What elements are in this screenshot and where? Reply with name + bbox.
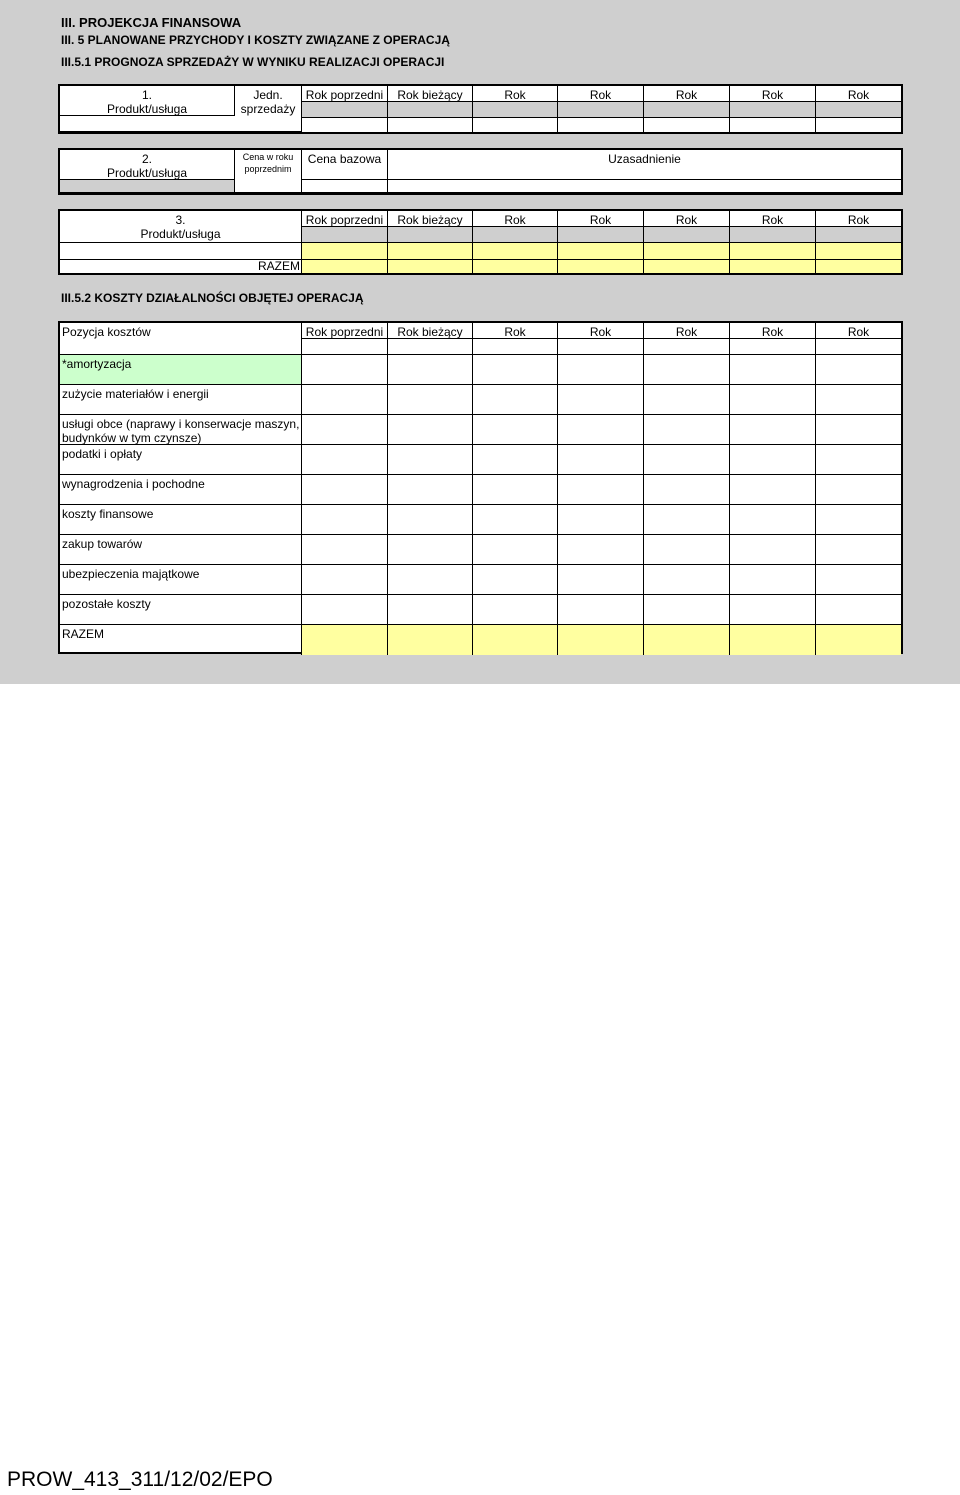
- year-subcell: [644, 227, 730, 243]
- cost-value-input[interactable]: [730, 415, 816, 445]
- cost-value-input[interactable]: [473, 595, 558, 625]
- year-header-6: Rok: [730, 323, 816, 339]
- cost-value-input[interactable]: [644, 355, 730, 385]
- year-subcell: [473, 227, 558, 243]
- product-label-2: 2. Produkt/usługa: [60, 150, 235, 180]
- cost-value-input[interactable]: [730, 445, 816, 475]
- year-header-3: Rok: [473, 211, 558, 227]
- cost-value-input[interactable]: [473, 415, 558, 445]
- sales-volume-input[interactable]: [816, 118, 901, 132]
- cost-row-label: *amortyzacja: [60, 355, 302, 385]
- sales-unit-label: Jedn. sprzedaży: [235, 86, 302, 116]
- cost-value-input[interactable]: [730, 355, 816, 385]
- year-subcell: [558, 339, 644, 355]
- cost-total-label: RAZEM: [60, 625, 302, 655]
- sales-volume-input[interactable]: [558, 118, 644, 132]
- sales-total-cell: [730, 260, 816, 273]
- cost-row-label: koszty finansowe: [60, 505, 302, 535]
- cost-value-input[interactable]: [816, 385, 901, 415]
- cost-value-input[interactable]: [302, 475, 388, 505]
- sales-value-input[interactable]: [730, 243, 816, 260]
- subsection-title: III. 5 PLANOWANE PRZYCHODY I KOSZTY ZWIĄZANE Z OPERACJĄ: [61, 33, 450, 47]
- base-price-label: Cena bazowa: [302, 150, 388, 180]
- cost-total-cell: [730, 625, 816, 655]
- year-header-2: Rok bieżący: [388, 211, 473, 227]
- base-price-input[interactable]: [302, 180, 388, 193]
- year-subcell: [730, 102, 816, 118]
- year-header-3: Rok: [473, 86, 558, 102]
- cost-value-input[interactable]: [558, 355, 644, 385]
- cost-value-input[interactable]: [816, 595, 901, 625]
- cost-value-input[interactable]: [302, 535, 388, 565]
- cost-value-input[interactable]: [302, 415, 388, 445]
- cost-value-input[interactable]: [388, 595, 473, 625]
- year-subcell: [816, 102, 901, 118]
- cost-value-input[interactable]: [558, 565, 644, 595]
- cost-value-input[interactable]: [388, 355, 473, 385]
- product-input-3[interactable]: [60, 243, 302, 260]
- cost-value-input[interactable]: [388, 565, 473, 595]
- sales-price-table: [58, 148, 903, 195]
- justification-input[interactable]: [388, 180, 901, 193]
- year-header-3: Rok: [473, 323, 558, 339]
- operating-costs-table: [58, 321, 903, 654]
- cost-value-input[interactable]: [473, 505, 558, 535]
- year-subcell: [558, 227, 644, 243]
- cost-value-input[interactable]: [558, 445, 644, 475]
- year-subcell: [388, 227, 473, 243]
- cost-total-cell: [558, 625, 644, 655]
- cost-value-input[interactable]: [558, 535, 644, 565]
- cost-value-input[interactable]: [302, 445, 388, 475]
- sales-value-input[interactable]: [816, 243, 901, 260]
- sales-value-input[interactable]: [558, 243, 644, 260]
- sales-volume-input[interactable]: [730, 118, 816, 132]
- sales-value-input[interactable]: [644, 243, 730, 260]
- product-input-1[interactable]: [60, 116, 302, 132]
- total-label-cell: [60, 260, 302, 273]
- cost-value-input[interactable]: [644, 535, 730, 565]
- sales-total-cell: [558, 260, 644, 273]
- year-header-1: Rok poprzedni: [302, 86, 388, 102]
- sales-total-cell: [816, 260, 901, 273]
- year-header-5: Rok: [644, 323, 730, 339]
- cost-value-input[interactable]: [730, 535, 816, 565]
- cost-value-input[interactable]: [558, 475, 644, 505]
- cost-value-input[interactable]: [558, 385, 644, 415]
- cost-value-input[interactable]: [816, 565, 901, 595]
- year-subcell: [730, 227, 816, 243]
- year-subcell: [644, 339, 730, 355]
- year-header-7: Rok: [816, 323, 901, 339]
- year-subcell: [302, 227, 388, 243]
- cost-value-input[interactable]: [816, 415, 901, 445]
- cost-value-input[interactable]: [558, 595, 644, 625]
- sales-volume-input[interactable]: [302, 118, 388, 132]
- sales-value-input[interactable]: [388, 243, 473, 260]
- cost-value-input[interactable]: [388, 535, 473, 565]
- section-title: III. PROJEKCJA FINANSOWA: [61, 15, 242, 30]
- cost-value-input[interactable]: [644, 595, 730, 625]
- year-header-2: Rok bieżący: [388, 86, 473, 102]
- cost-value-input[interactable]: [644, 445, 730, 475]
- cost-row-label: wynagrodzenia i pochodne: [60, 475, 302, 505]
- year-subcell: [473, 339, 558, 355]
- cost-value-input[interactable]: [816, 445, 901, 475]
- sales-forecast-table-1: [58, 84, 903, 134]
- cost-value-input[interactable]: [558, 505, 644, 535]
- sales-volume-input[interactable]: [473, 118, 558, 132]
- cost-value-input[interactable]: [473, 535, 558, 565]
- cost-row-label: zakup towarów: [60, 535, 302, 565]
- cost-value-input[interactable]: [388, 445, 473, 475]
- cost-value-input[interactable]: [302, 355, 388, 385]
- year-subcell: [473, 102, 558, 118]
- sales-total-cell: [473, 260, 558, 273]
- cost-total-cell: [816, 625, 901, 655]
- year-header-4: Rok: [558, 323, 644, 339]
- cost-value-input[interactable]: [388, 415, 473, 445]
- year-header-6: Rok: [730, 211, 816, 227]
- cost-value-input[interactable]: [473, 565, 558, 595]
- cost-value-input[interactable]: [473, 445, 558, 475]
- sales-total-cell: [388, 260, 473, 273]
- sales-total-label: RAZEM: [258, 260, 300, 273]
- cost-value-input[interactable]: [473, 355, 558, 385]
- footer-code: PROW_413_311/12/02/EPO: [7, 1468, 273, 1491]
- cost-value-input[interactable]: [388, 475, 473, 505]
- cost-value-input[interactable]: [302, 565, 388, 595]
- cost-value-input[interactable]: [388, 505, 473, 535]
- year-subcell: [388, 102, 473, 118]
- year-subcell: [388, 339, 473, 355]
- cost-value-input[interactable]: [302, 385, 388, 415]
- cost-row-label: pozostałe koszty: [60, 595, 302, 625]
- cost-value-input[interactable]: [816, 475, 901, 505]
- cost-total-cell: [302, 625, 388, 655]
- sales-forecast-title: III.5.1 PROGNOZA SPRZEDAŻY W WYNIKU REALIZACJI OPERACJI: [61, 55, 445, 69]
- cost-value-input[interactable]: [473, 475, 558, 505]
- year-header-7: Rok: [816, 86, 901, 102]
- sales-total-cell: [644, 260, 730, 273]
- sales-value-input[interactable]: [473, 243, 558, 260]
- cost-value-input[interactable]: [644, 505, 730, 535]
- product-label-3: 3. Produkt/usługa: [60, 211, 302, 243]
- year-subcell: [816, 227, 901, 243]
- cost-total-cell: [644, 625, 730, 655]
- cost-value-input[interactable]: [644, 565, 730, 595]
- previous-year-price-label: Cena w roku poprzednim: [235, 150, 302, 180]
- sales-total-cell: [302, 260, 388, 273]
- year-header-1: Rok poprzedni: [302, 323, 388, 339]
- cost-value-input[interactable]: [302, 595, 388, 625]
- cost-row-label: zużycie materiałów i energii: [60, 385, 302, 415]
- cost-row-label: usługi obce (naprawy i konserwacje maszyn, budynków w tym czynsze): [60, 415, 302, 445]
- year-header-6: Rok: [730, 86, 816, 102]
- cost-value-input[interactable]: [730, 595, 816, 625]
- year-header-7: Rok: [816, 211, 901, 227]
- sales-value-input[interactable]: [302, 243, 388, 260]
- year-header-4: Rok: [558, 211, 644, 227]
- cost-value-input[interactable]: [473, 385, 558, 415]
- year-subcell: [730, 339, 816, 355]
- cost-value-input[interactable]: [644, 475, 730, 505]
- cost-total-cell: [473, 625, 558, 655]
- cost-value-input[interactable]: [816, 505, 901, 535]
- cost-value-input[interactable]: [644, 415, 730, 445]
- year-subcell: [644, 102, 730, 118]
- cost-value-input[interactable]: [644, 385, 730, 415]
- cost-value-input[interactable]: [558, 415, 644, 445]
- sales-volume-input[interactable]: [644, 118, 730, 132]
- justification-label: Uzasadnienie: [388, 150, 901, 180]
- cost-value-input[interactable]: [388, 385, 473, 415]
- product-label-1: 1. Produkt/usługa: [60, 86, 235, 116]
- year-header-1: Rok poprzedni: [302, 211, 388, 227]
- cost-value-input[interactable]: [816, 355, 901, 385]
- previous-year-price-input[interactable]: [235, 180, 302, 193]
- cost-value-input[interactable]: [730, 505, 816, 535]
- cost-total-cell: [388, 625, 473, 655]
- year-subcell: [302, 339, 388, 355]
- costs-title: III.5.2 KOSZTY DZIAŁALNOŚCI OBJĘTEJ OPERACJĄ: [61, 291, 364, 305]
- cost-value-input[interactable]: [730, 385, 816, 415]
- cost-value-input[interactable]: [816, 535, 901, 565]
- sales-forecast-table-3: [58, 209, 903, 275]
- year-header-2: Rok bieżący: [388, 323, 473, 339]
- cost-value-input[interactable]: [302, 505, 388, 535]
- year-subcell: [558, 102, 644, 118]
- sales-volume-input[interactable]: [388, 118, 473, 132]
- cost-row-label: podatki i opłaty: [60, 445, 302, 475]
- cost-value-input[interactable]: [730, 475, 816, 505]
- cost-row-label: ubezpieczenia majątkowe: [60, 565, 302, 595]
- year-subcell: [302, 102, 388, 118]
- year-header-5: Rok: [644, 211, 730, 227]
- year-header-4: Rok: [558, 86, 644, 102]
- product-input-2[interactable]: [60, 180, 235, 193]
- cost-position-header: Pozycja kosztów: [60, 323, 302, 355]
- cost-value-input[interactable]: [730, 565, 816, 595]
- year-subcell: [816, 339, 901, 355]
- year-header-5: Rok: [644, 86, 730, 102]
